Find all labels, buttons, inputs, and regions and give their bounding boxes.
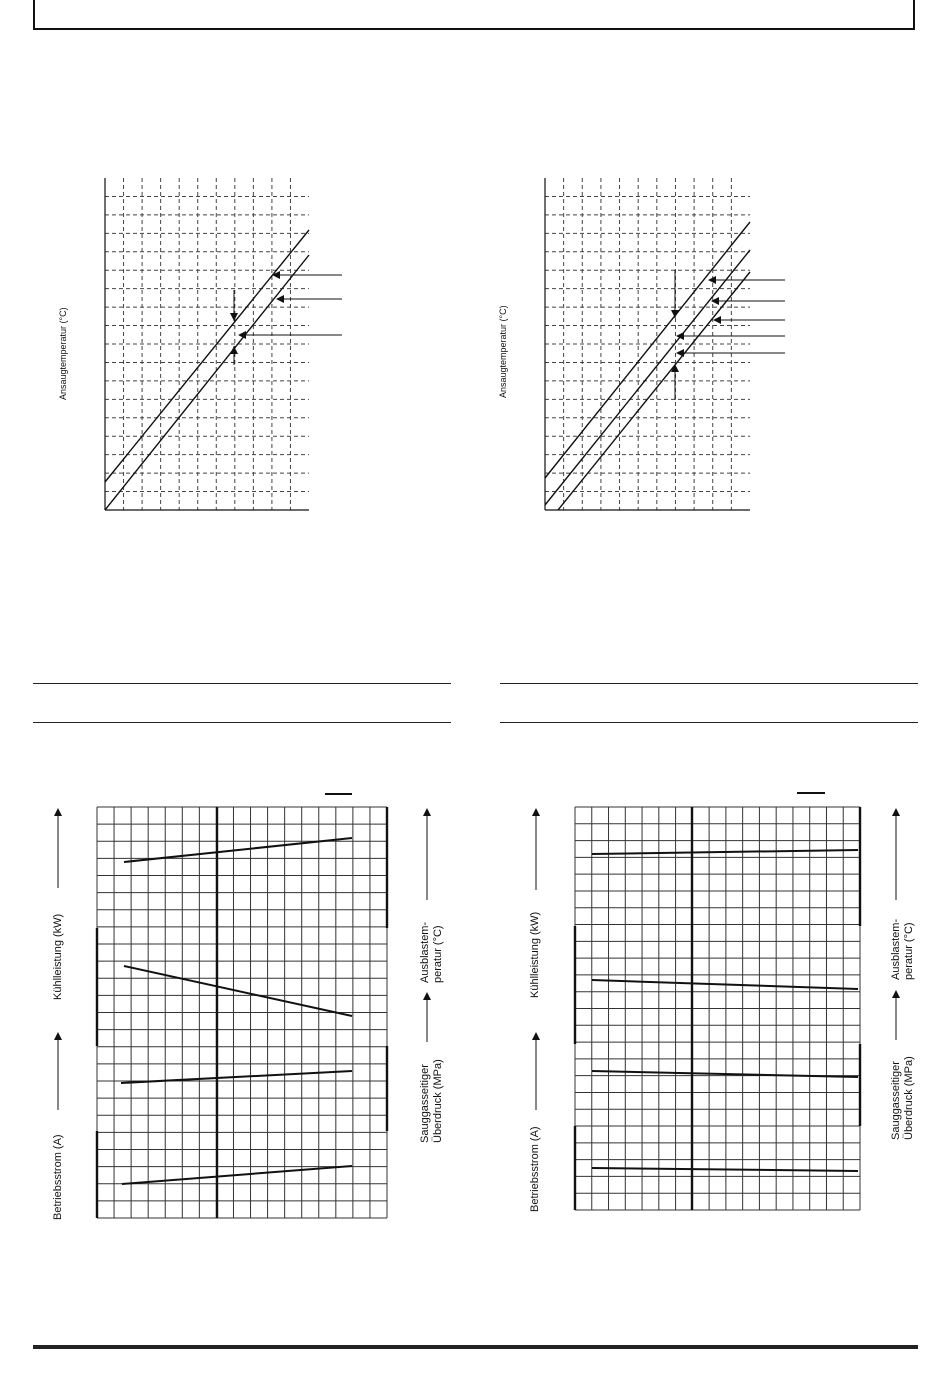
y-axis-label: Ansaugtemperatur (°C) bbox=[498, 305, 508, 398]
footer-rule bbox=[33, 1345, 918, 1349]
suction-pressure-label: Sauggasseitiger Überdruck (MPa) bbox=[890, 1056, 915, 1140]
trend-line bbox=[592, 850, 858, 854]
operating-current-label: Betriebsstrom (A) bbox=[52, 1134, 64, 1220]
operating-current-label: Betriebsstrom (A) bbox=[529, 1126, 541, 1212]
cooling-capacity-label: Kühlleistung (kW) bbox=[52, 913, 64, 1000]
outlet-temperature-label: Ausblastem- peratur (°C) bbox=[890, 918, 915, 980]
cooling-capacity-label: Kühlleistung (kW) bbox=[529, 911, 541, 998]
y-axis-label: Ansaugtemperatur (°C) bbox=[58, 307, 68, 400]
trend-line bbox=[592, 980, 858, 989]
suction-pressure-label: Sauggasseitiger Überdruck (MPa) bbox=[419, 1059, 444, 1143]
outlet-temperature-label: Ausblastem- peratur (°C) bbox=[419, 921, 444, 983]
trend-line bbox=[592, 1168, 858, 1171]
